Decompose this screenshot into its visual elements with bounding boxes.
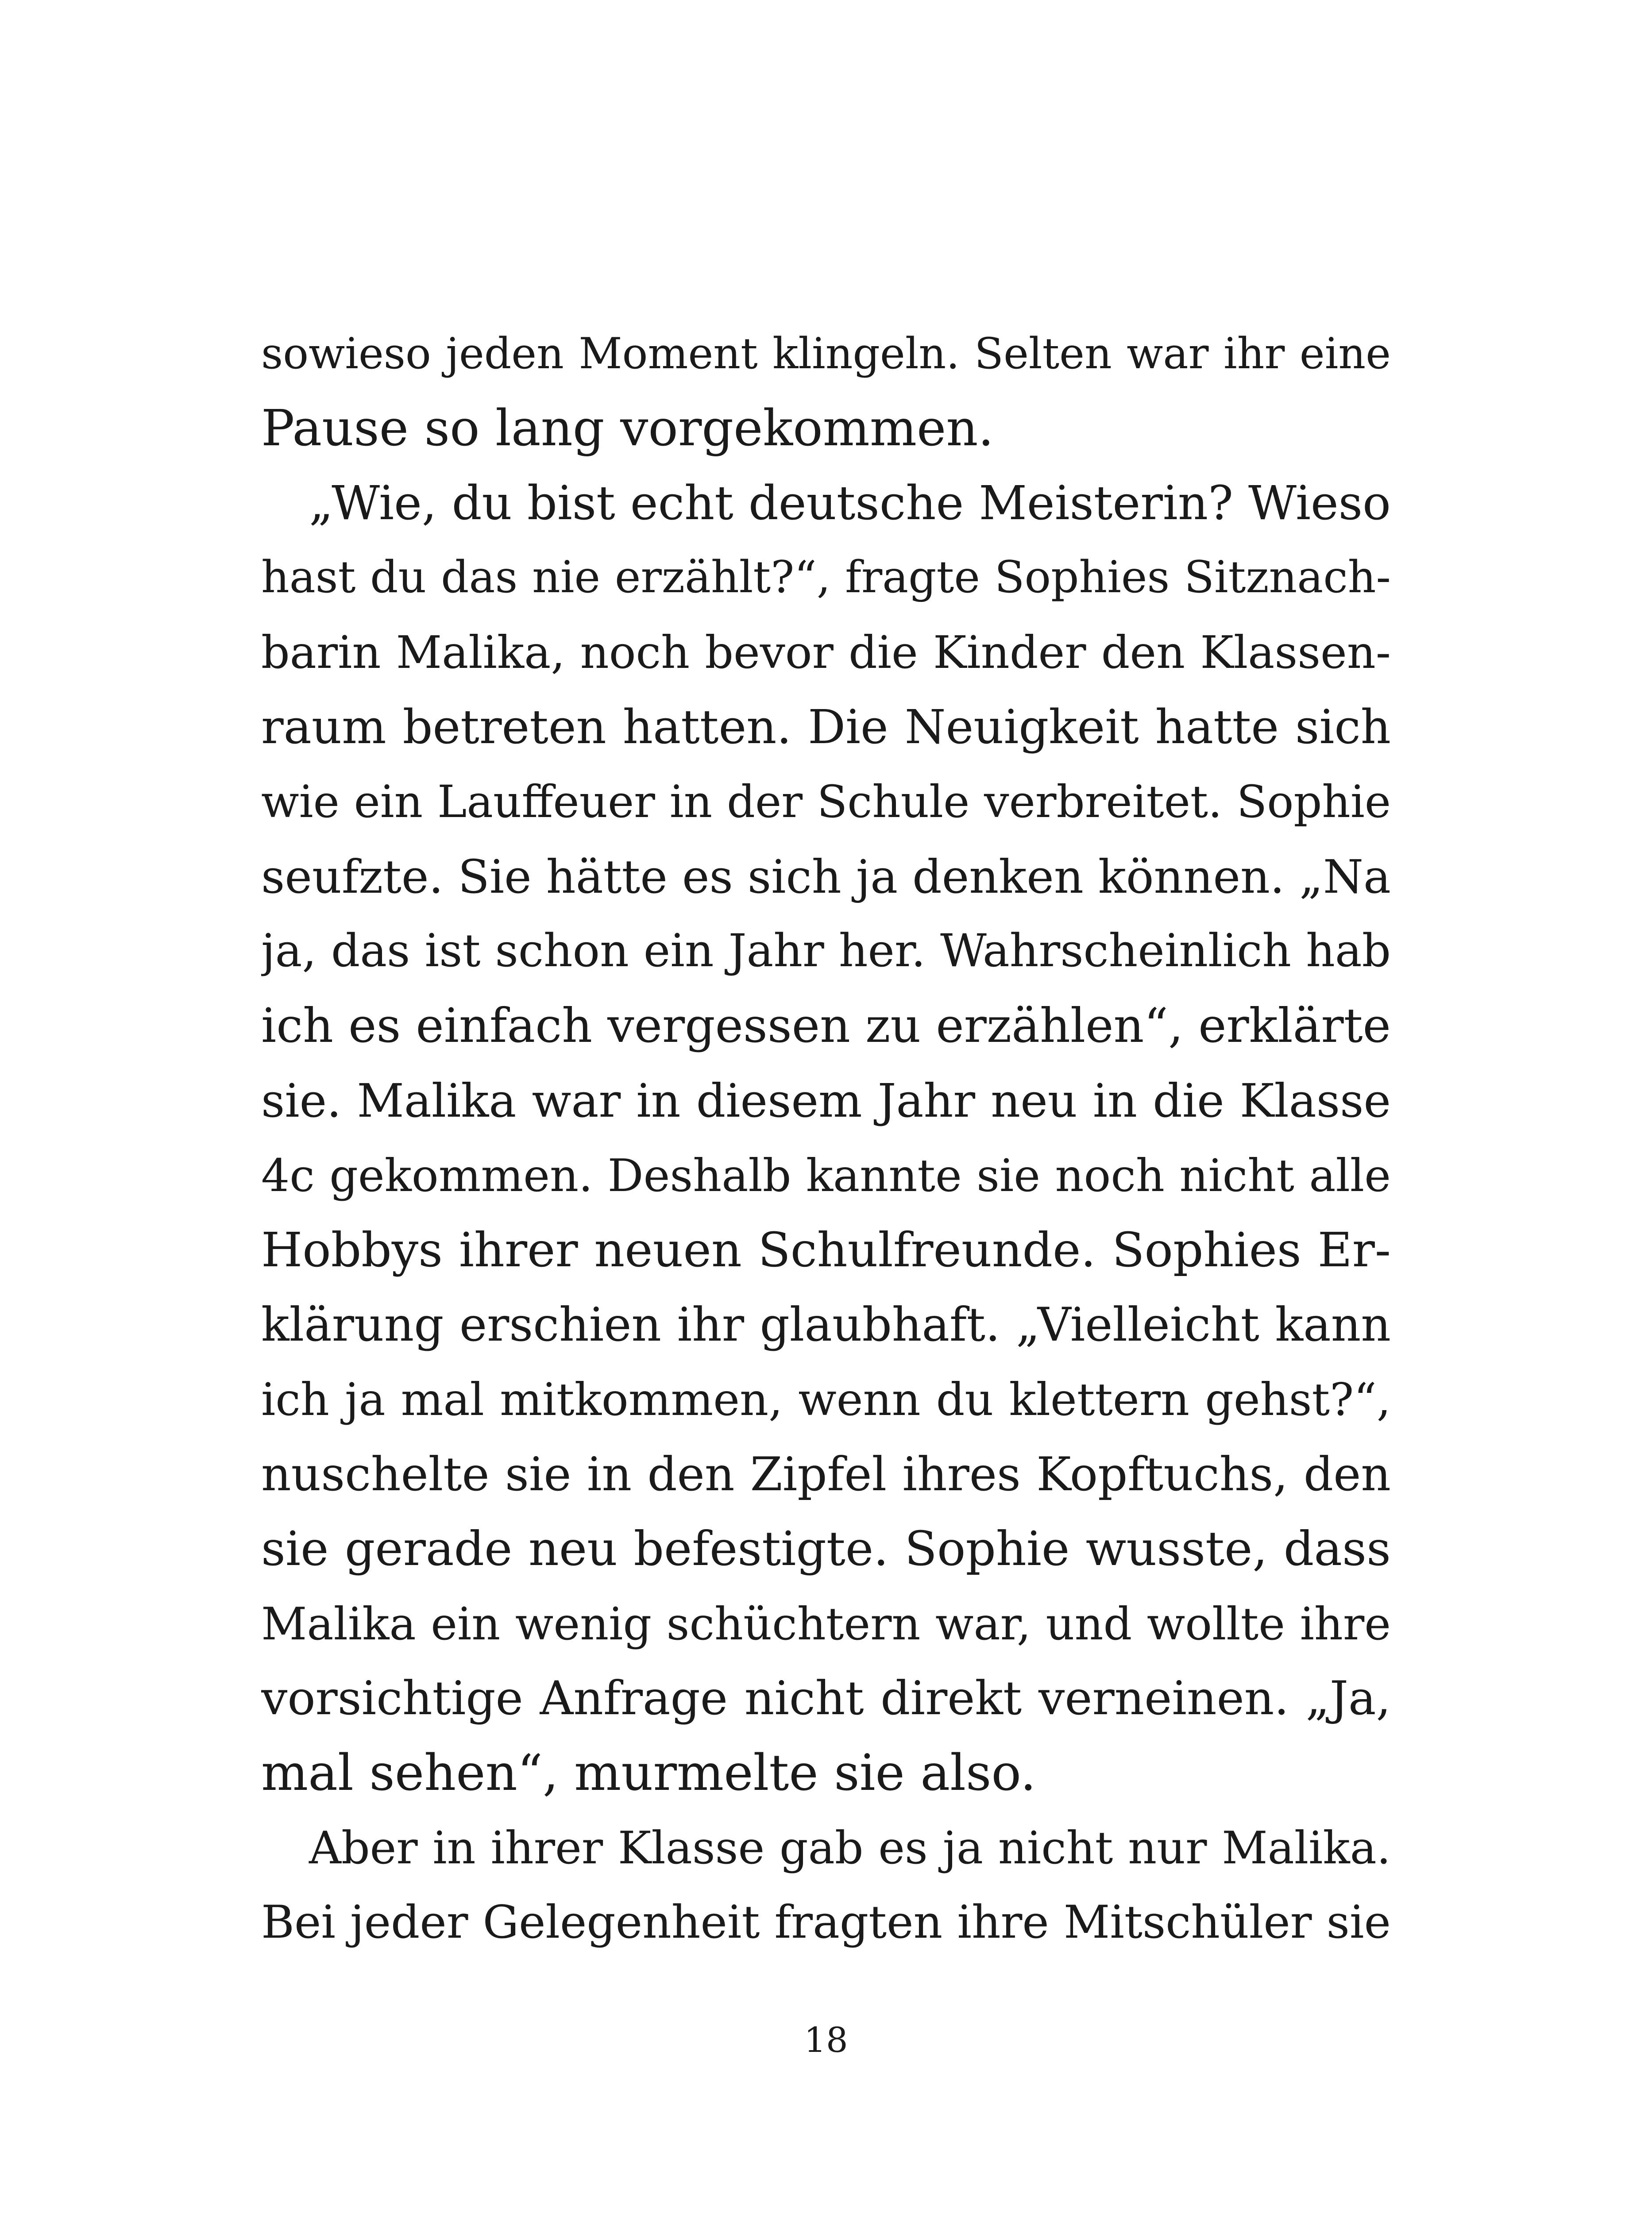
text-line: Bei jeder Gelegenheit fragten ihre Mitschüler sie: [261, 1896, 1391, 1949]
text-line: seufzte. Sie hätte es sich ja denken können. „Na: [261, 849, 1391, 904]
body-text: [261, 316, 1391, 1960]
text-line: klärung erschien ihr glaubhaft. „Vielleicht kann: [261, 1298, 1391, 1352]
text-line: sie gerade neu befestigte. Sophie wusste, dass: [261, 1521, 1391, 1577]
text-line: ja, das ist schon ein Jahr her. Wahrscheinlich hab: [261, 925, 1391, 978]
text-line: Hobbys ihrer neuen Schulfreunde. Sophies Er-: [261, 1222, 1391, 1278]
text-line: nuschelte sie in den Zipfel ihres Kopftuchs, den: [261, 1447, 1391, 1501]
page-number: 18: [804, 2020, 848, 2060]
text-line: Aber in ihrer Klasse gab es ja nicht nur Malika.: [309, 1821, 1391, 1874]
text-line: ich es einfach vergessen zu erzählen“, erklärte: [261, 999, 1391, 1054]
text-line: wie ein Lauffeuer in der Schule verbreitet. Sophie: [261, 775, 1391, 828]
text-line: sowieso jeden Moment klingeln. Selten war ihr eine: [261, 329, 1391, 378]
text-line: vorsichtige Anfrage nicht direkt verneinen. „Ja,: [261, 1671, 1391, 1726]
text-line: barin Malika, noch bevor die Kinder den Klassen-: [261, 626, 1391, 679]
text-line: Malika ein wenig schüchtern war, und wollte ihre: [261, 1597, 1391, 1650]
text-line: ich ja mal mitkommen, wenn du klettern gehst?“,: [261, 1373, 1391, 1426]
text-line: sie. Malika war in diesem Jahr neu in die Klasse: [261, 1073, 1391, 1128]
text-line: „Wie, du bist echt deutsche Meisterin? Wieso: [309, 475, 1391, 530]
text-line: hast du das nie erzählt?“, fragte Sophies Sitznach-: [261, 552, 1391, 603]
text-line: Pause so lang vorgekommen.: [261, 399, 994, 457]
text-line: mal sehen“, murmelte sie also.: [261, 1744, 1036, 1802]
text-line: raum betreten hatten. Die Neuigkeit hatte sich: [261, 699, 1391, 754]
text-line: 4c gekommen. Deshalb kannte sie noch nicht alle: [261, 1149, 1391, 1202]
